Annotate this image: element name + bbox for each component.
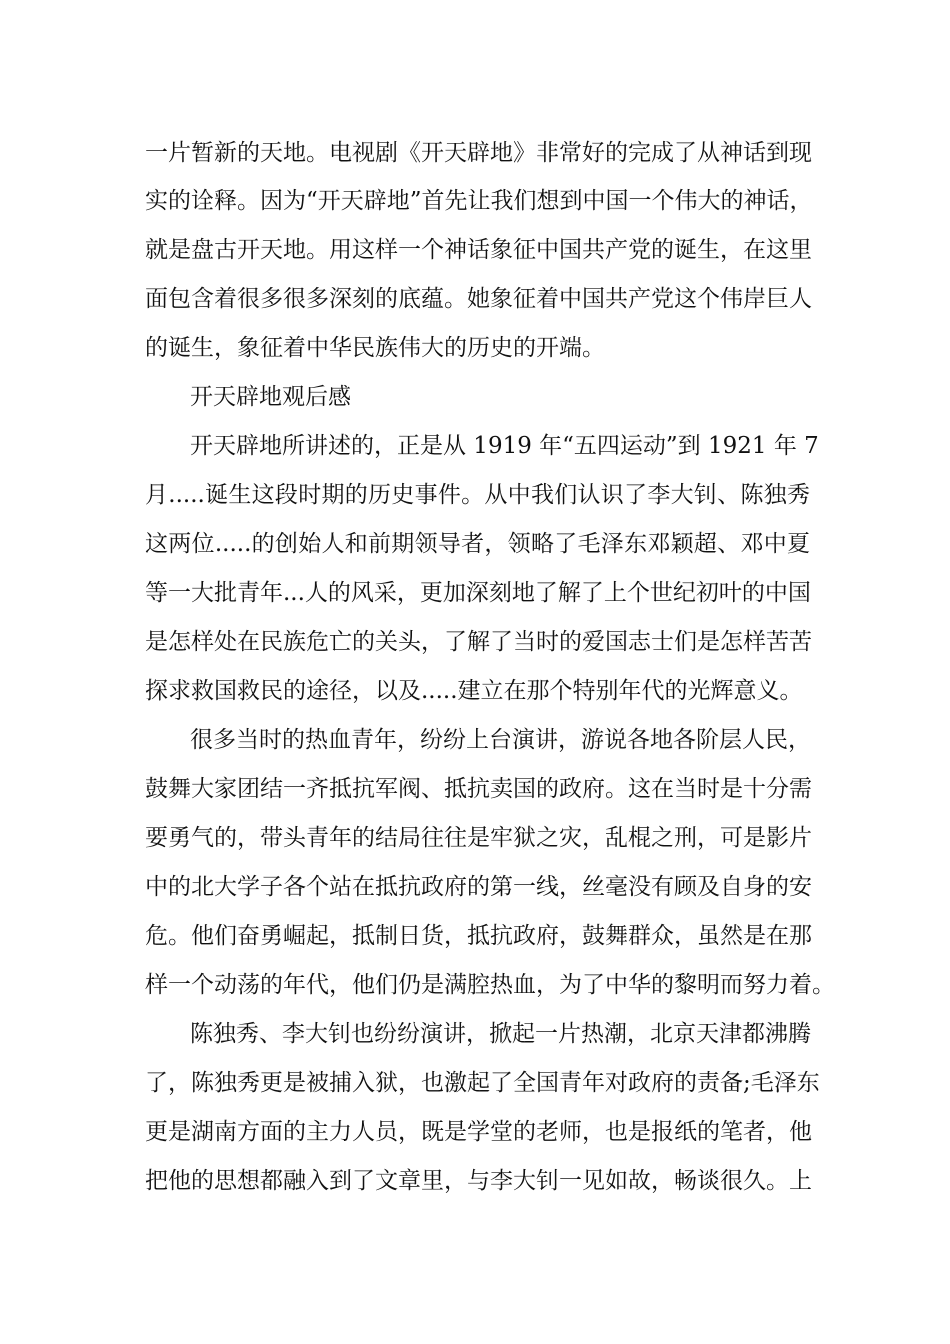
text-line: 月.....诞生这段时期的历史事件。从中我们认识了李大钊、陈独秀 [145, 482, 810, 508]
text-line: 要勇气的，带头青年的结局往往是牢狱之灾，乱棍之刑，可是影片 [145, 825, 812, 851]
section-heading: 开天辟地观后感 [190, 384, 351, 410]
text-line: 面包含着很多很多深刻的底蕴。她象征着中国共产党这个伟岸巨人 [145, 286, 812, 312]
text-line: 一片暂新的天地。电视剧《开天辟地》非常好的完成了从神话到现 [145, 140, 812, 166]
text-line: 实的诠释。因为“开天辟地”首先让我们想到中国一个伟大的神话， [145, 188, 813, 214]
text-line: 这两位.....的创始人和前期领导者，领略了毛泽东邓颖超、邓中夏 [145, 531, 810, 557]
text-line: 鼓舞大家团结一齐抵抗军阀、抵抗卖国的政府。这在当时是十分需 [145, 776, 812, 802]
text-line: 开天辟地所讲述的，正是从 1919 年“五四运动”到 1921 年 7 [190, 433, 819, 459]
text-line: 就是盘古开天地。用这样一个神话象征中国共产党的诞生，在这里 [145, 237, 812, 263]
text-line: 更是湖南方面的主力人员，既是学堂的老师，也是报纸的笔者，他 [145, 1119, 812, 1145]
text-line: 探求救国救民的途径，以及.....建立在那个特别年代的光辉意义。 [145, 678, 803, 704]
text-line: 中的北大学子各个站在抵抗政府的第一线，丝毫没有顾及自身的安 [145, 874, 812, 900]
text-line: 把他的思想都融入到了文章里，与李大钊一见如故，畅谈很久。上 [145, 1168, 812, 1194]
text-line: 很多当时的热血青年，纷纷上台演讲，游说各地各阶层人民， [190, 727, 811, 753]
text-line: 陈独秀、李大钊也纷纷演讲，掀起一片热潮，北京天津都沸腾 [190, 1021, 811, 1047]
text-line: 危。他们奋勇崛起，抵制日货，抵抗政府，鼓舞群众，虽然是在那 [145, 923, 812, 949]
text-line: 是怎样处在民族危亡的关头，了解了当时的爱国志士们是怎样苦苦 [145, 629, 812, 655]
text-line: 样一个动荡的年代，他们仍是满腔热血，为了中华的黎明而努力着。 [145, 972, 835, 998]
text-line: 了，陈独秀更是被捕入狱，也激起了全国青年对政府的责备;毛泽东 [145, 1070, 820, 1096]
text-line: 的诞生，象征着中华民族伟大的历史的开端。 [145, 335, 605, 361]
text-line: 等一大批青年...人的风采，更加深刻地了解了上个世纪初叶的中国 [145, 580, 811, 606]
